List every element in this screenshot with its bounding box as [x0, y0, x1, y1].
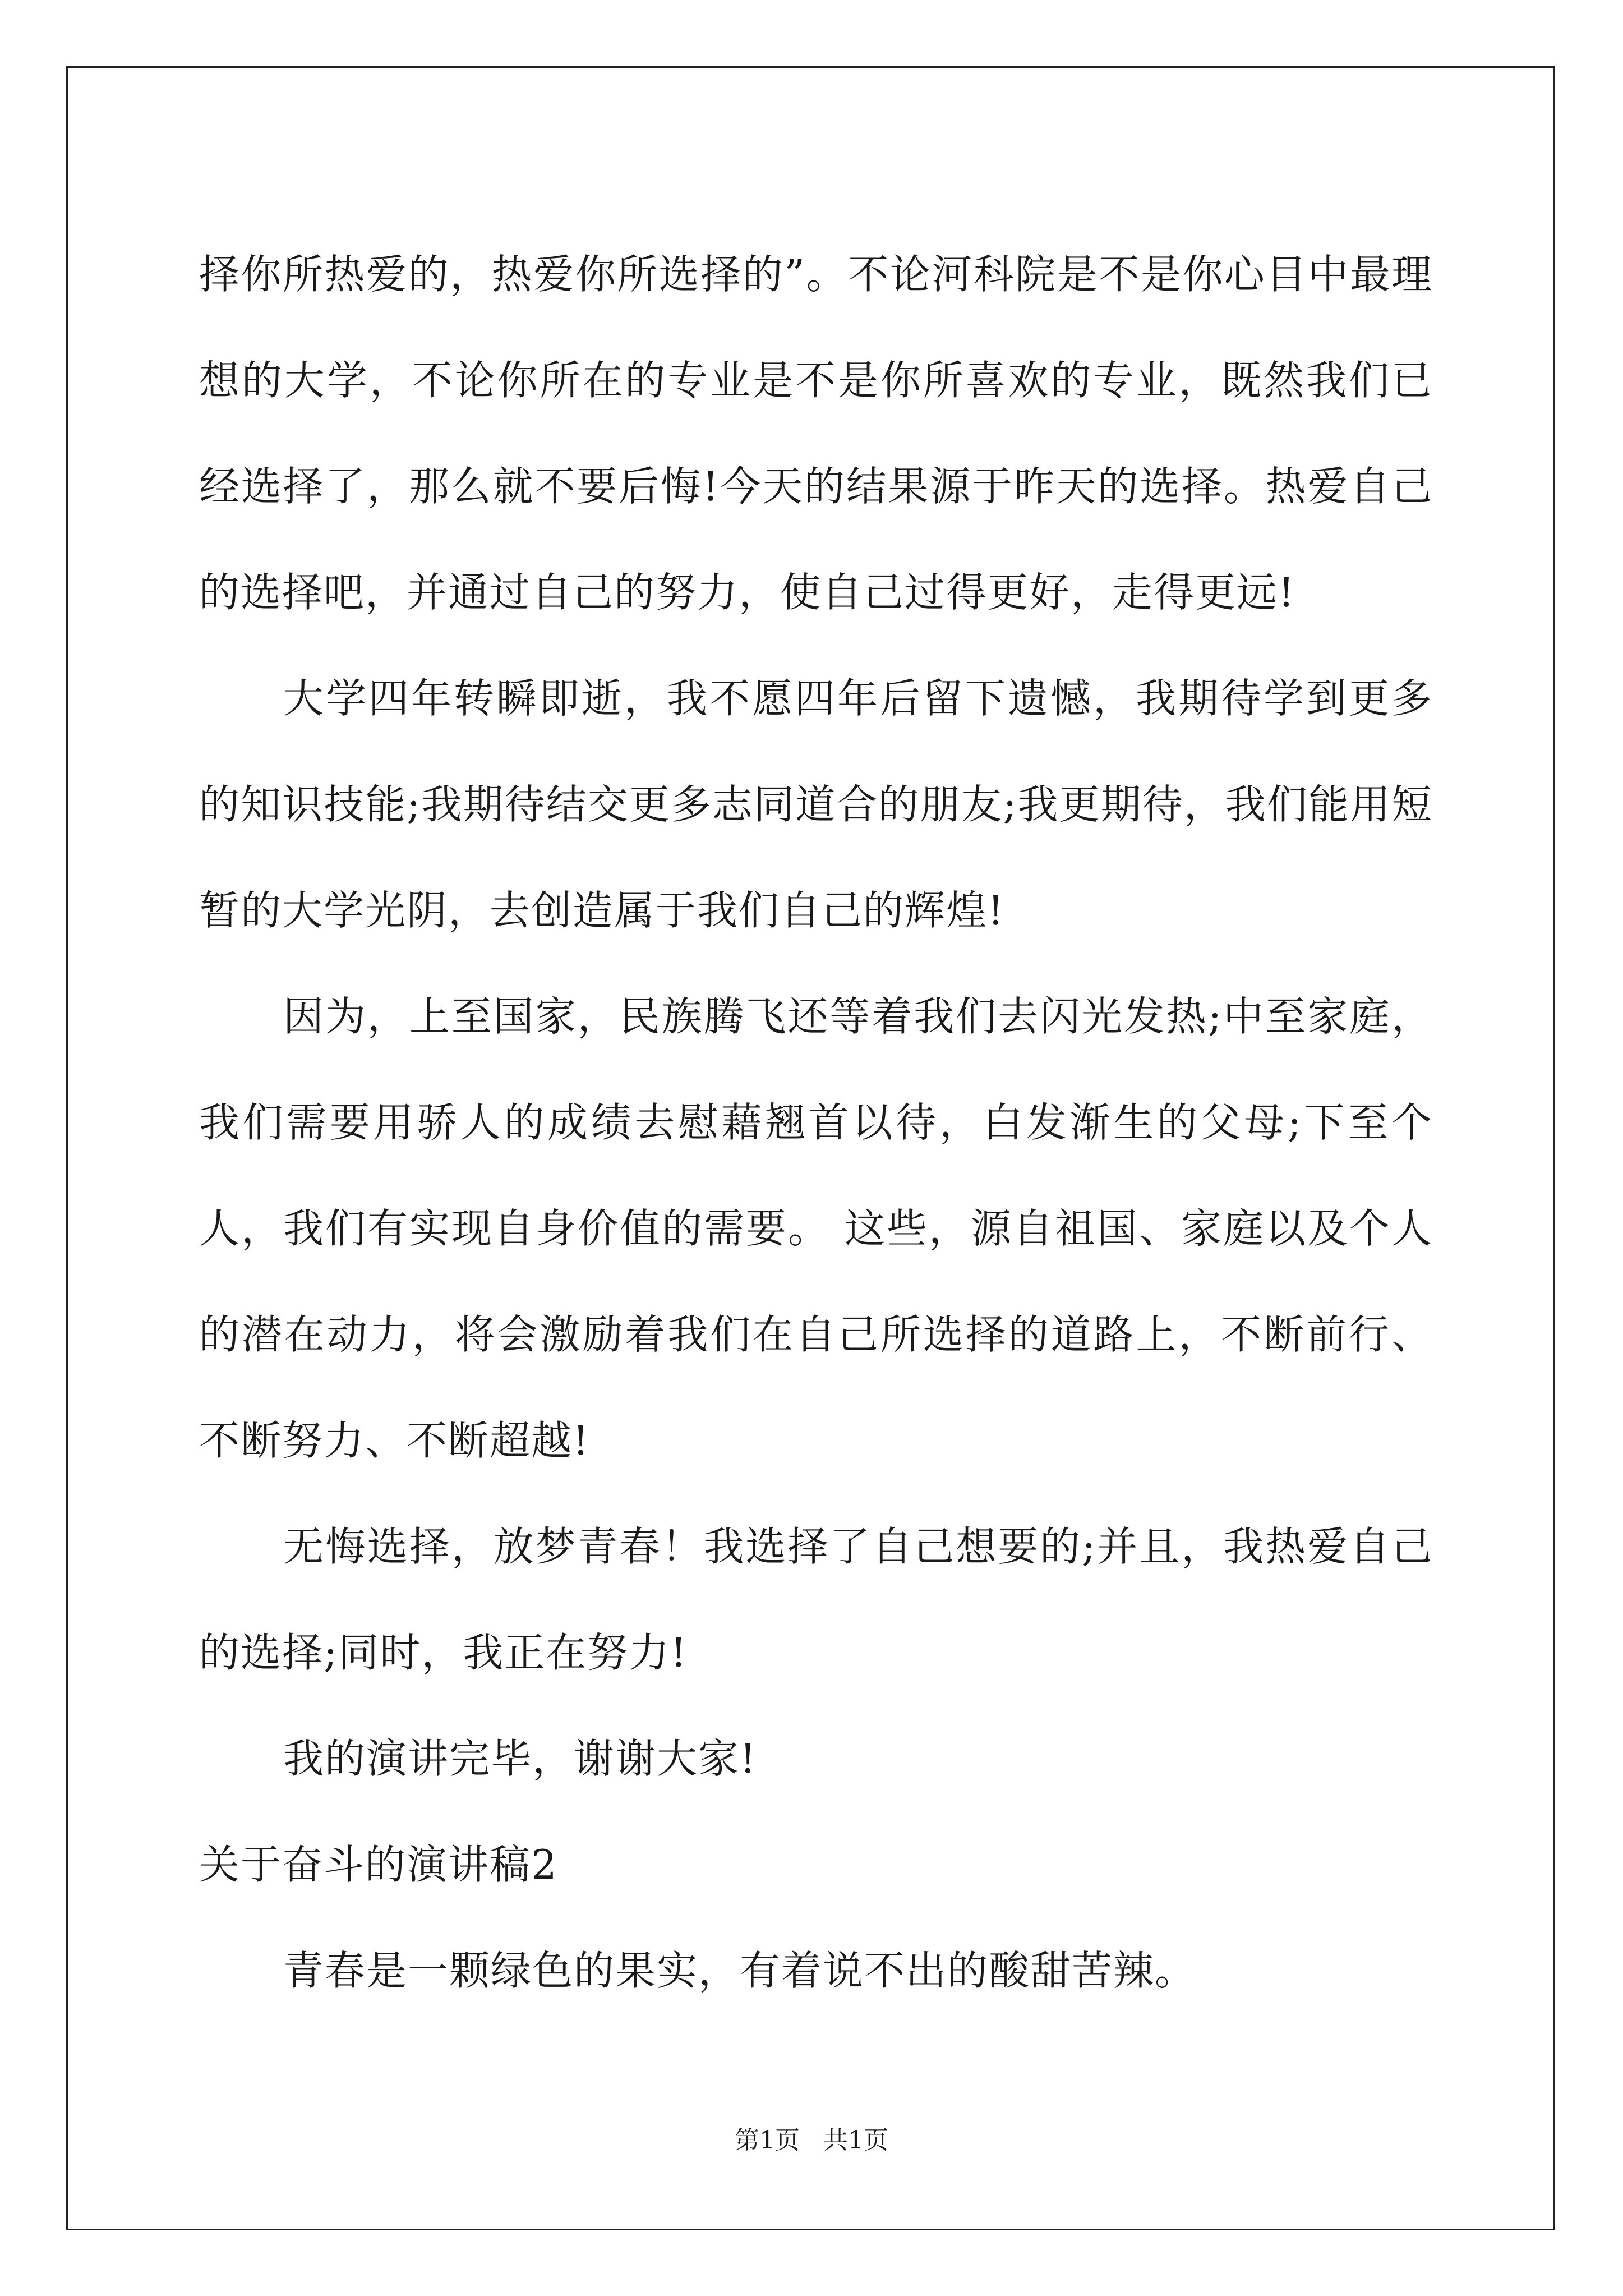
- paragraph-university-years: 大学四年转瞬即逝，我不愿四年后留下遗憾，我期待学到更多的知识技能;我期待结交更多志同道合的朋友;我更期待，我们能用短暂的大学光阴，去创造属于我们自己的辉煌!: [199, 675, 1433, 934]
- paragraph-continuation: 择你所热爱的，热爱你所选择的”。不论河科院是不是你心目中最理想的大学，不论你所在的专业是不是你所喜欢的专业，既然我们已经选择了，那么就不要后悔!今天的结果源于昨天的选择。热爱自己的选择吧，并通过自己的努力，使自己过得更好，走得更远!: [199, 251, 1433, 616]
- paragraph-closing: 我的演讲完毕，谢谢大家!: [283, 1735, 757, 1782]
- document-body: [199, 222, 1433, 2024]
- paragraph-youth: 青春是一颗绿色的果实，有着说不出的酸甜苦辣。: [283, 1947, 1197, 1994]
- paragraph-motivation: 因为，上至国家，民族腾飞还等着我们去闪光发热;中至家庭，我们需要用骄人的成绩去慰藉翘首以待，白发渐生的父母;下至个人，我们有实现自身价值的需要。 这些，源自祖国、家庭以及个人的潜在动力，将会激励着我们在自己所选择的道路上，不断前行、不断努力、不断超越!: [199, 993, 1433, 1464]
- paragraph-no-regret: 无悔选择，放梦青春！我选择了自己想要的;并且，我热爱自己的选择;同时，我正在努力!: [199, 1523, 1433, 1676]
- section-heading: 关于奋斗的演讲稿2: [199, 1841, 558, 1888]
- page-number-footer: 第1页 共1页: [735, 2126, 888, 2155]
